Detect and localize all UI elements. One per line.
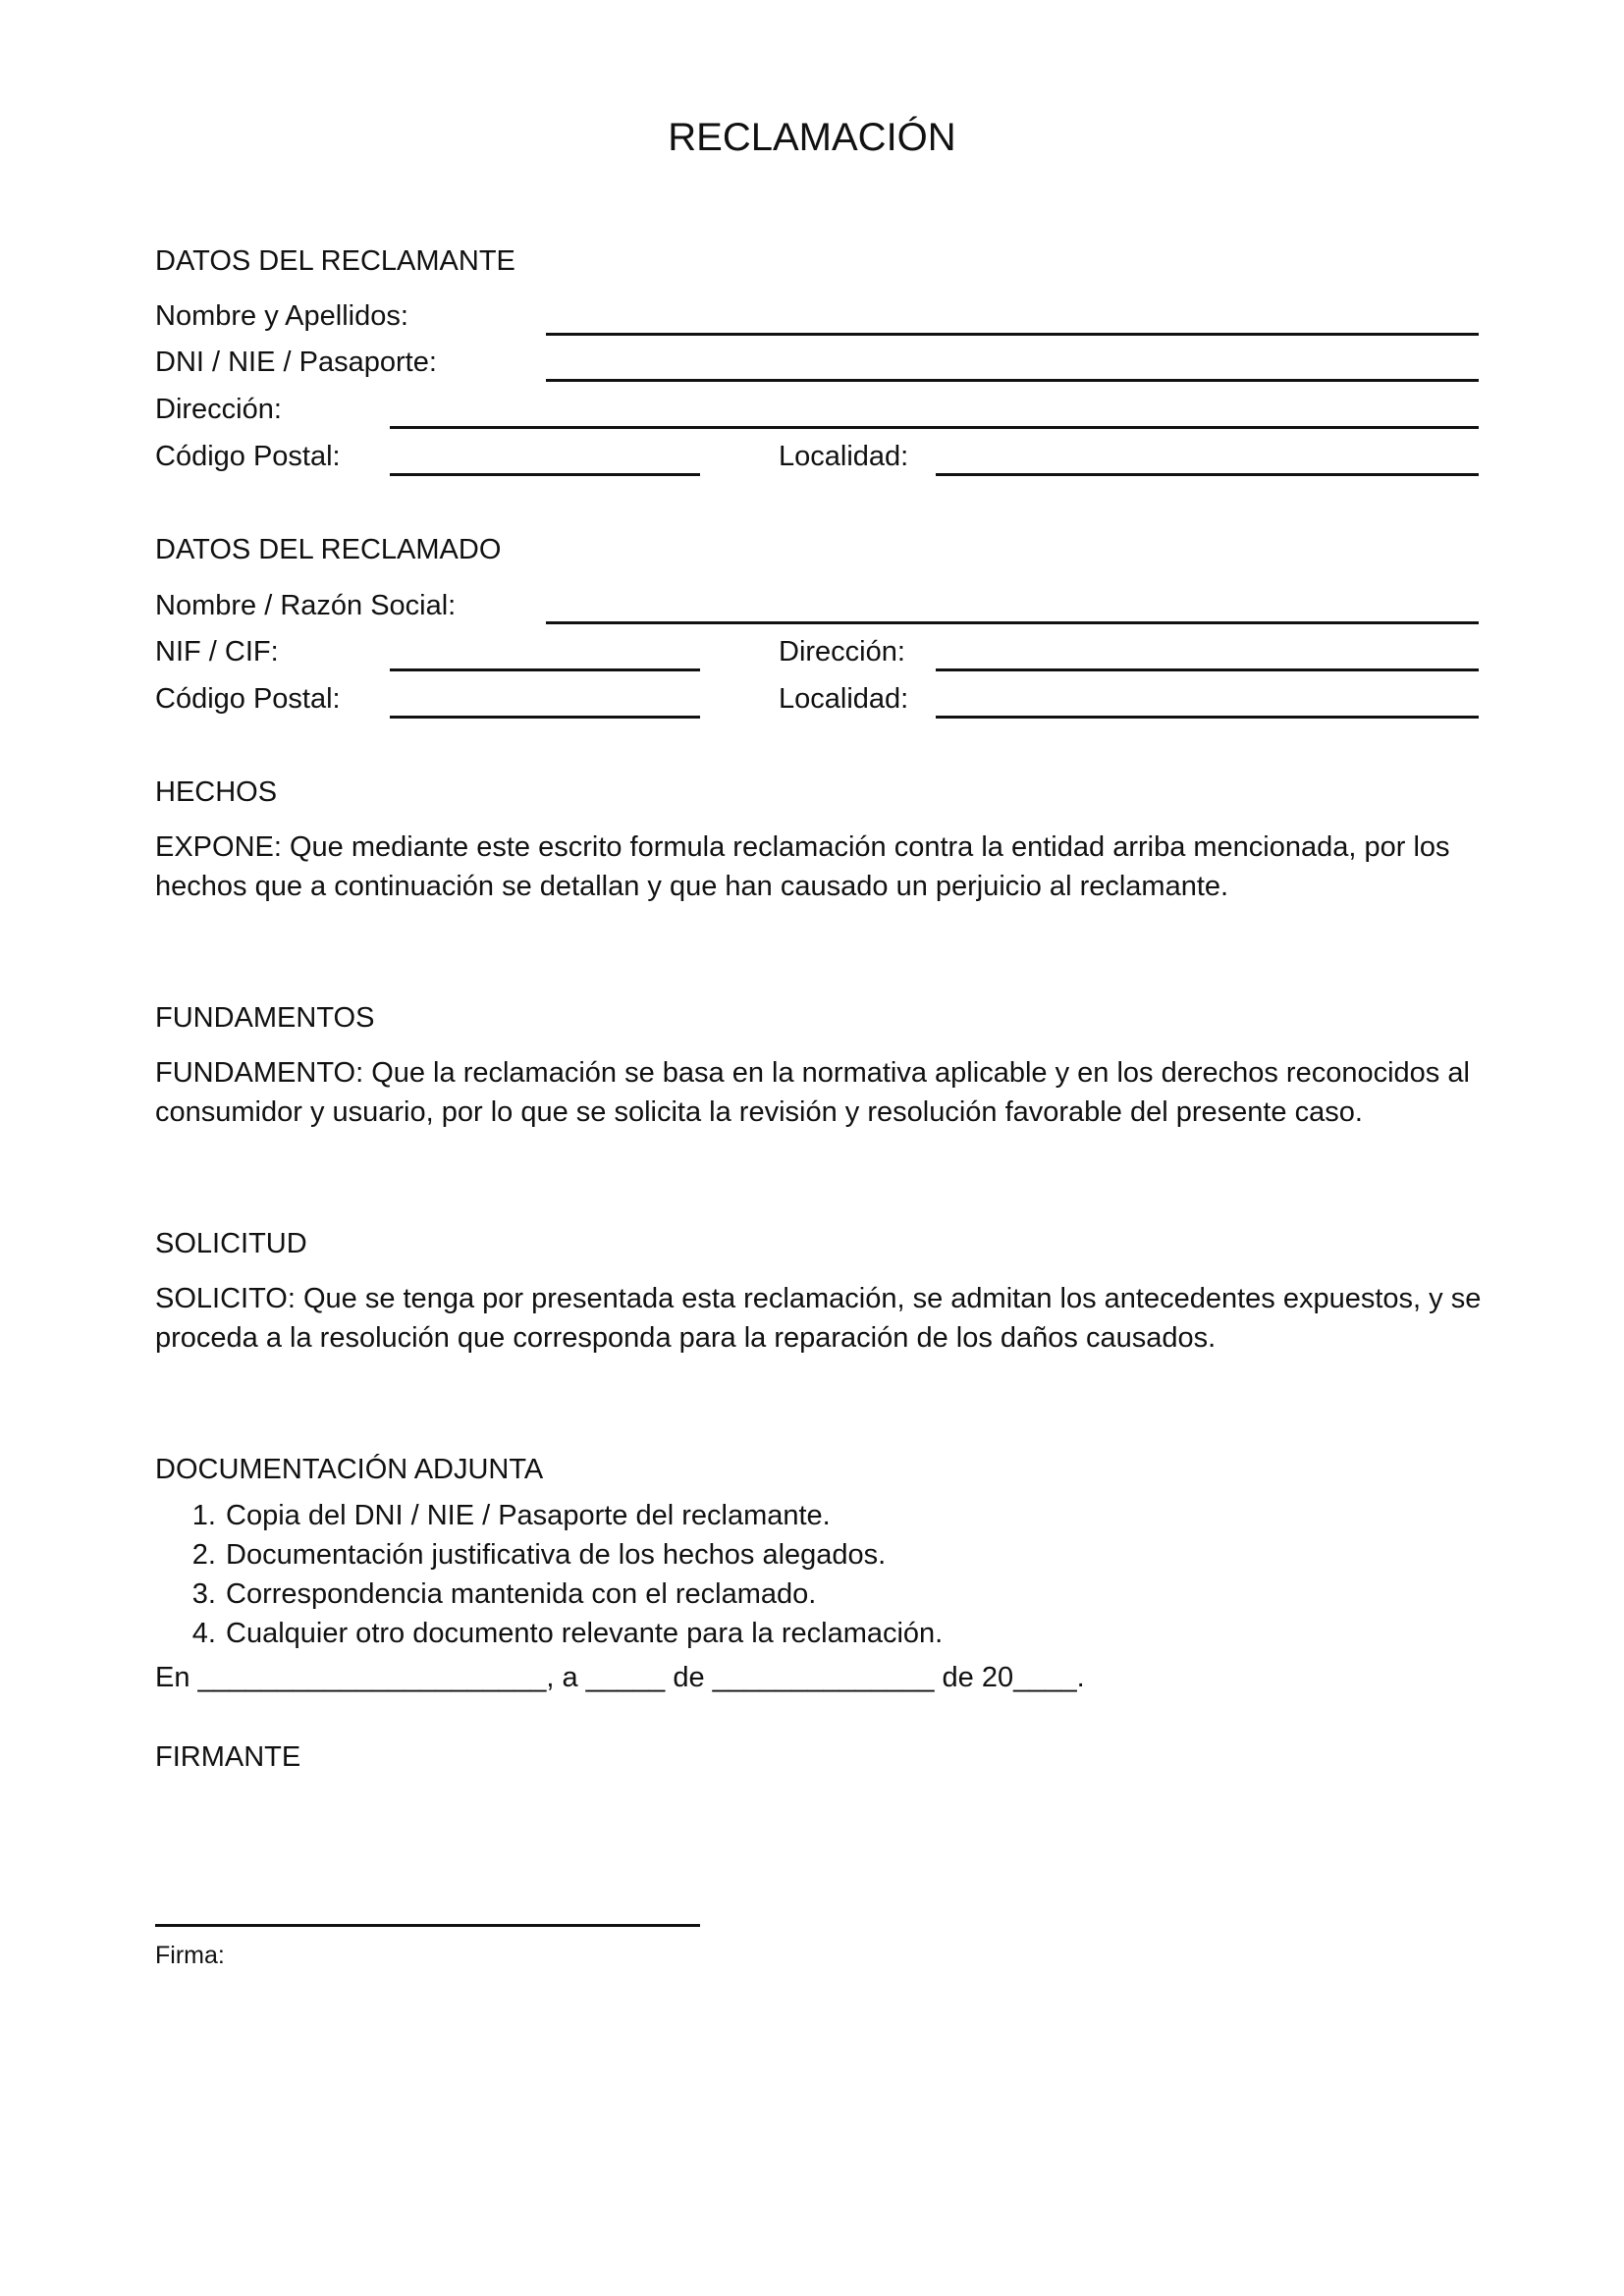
facts-paragraph: EXPONE: Que mediante este escrito formula reclamación contra la entidad arriba mencionada, por los hechos que a continuación se detallan y que han causado un perjuicio al reclamante. xyxy=(155,831,1450,902)
claimant-name-field[interactable] xyxy=(546,333,1479,336)
respondent-city-label: Localidad: xyxy=(779,683,909,715)
signature-label: Firma: xyxy=(155,1942,225,1969)
respondent-address-field[interactable] xyxy=(936,668,1479,671)
attachments-list xyxy=(155,1496,943,1653)
claimant-postal-label: Código Postal: xyxy=(155,441,341,472)
claimant-city-field[interactable] xyxy=(936,473,1479,476)
grounds-section-heading: FUNDAMENTOS xyxy=(155,1002,375,1034)
respondent-nif-field[interactable] xyxy=(390,668,700,671)
respondent-postal-field[interactable] xyxy=(390,716,700,719)
list-item: 3. Correspondencia mantenida con el reclamado. xyxy=(224,1575,943,1614)
respondent-section-heading: DATOS DEL RECLAMADO xyxy=(155,534,502,565)
signer-section-heading: FIRMANTE xyxy=(155,1741,301,1773)
claimant-section-heading: DATOS DEL RECLAMANTE xyxy=(155,245,515,277)
request-paragraph: SOLICITO: Que se tenga por presentada esta reclamación, se admitan los antecedentes expuestos, y se proceda a la resolución que corresponda para la reparación de los daños causados. xyxy=(155,1283,1482,1354)
facts-section-heading: HECHOS xyxy=(155,776,278,808)
attachments-section-heading: DOCUMENTACIÓN ADJUNTA xyxy=(155,1454,544,1485)
grounds-paragraph: FUNDAMENTO: Que la reclamación se basa en la normativa aplicable y en los derechos reconocidos al consumidor y usuario, por lo que se solicita la revisión y resolución favorable del presente caso. xyxy=(155,1057,1470,1128)
list-item: 4. Cualquier otro documento relevante para la reclamación. xyxy=(224,1614,943,1653)
claimant-postal-field[interactable] xyxy=(390,473,700,476)
respondent-nif-label: NIF / CIF: xyxy=(155,636,279,667)
claimant-id-field[interactable] xyxy=(546,379,1479,382)
respondent-name-field[interactable] xyxy=(546,621,1479,624)
claimant-name-label: Nombre y Apellidos: xyxy=(155,300,408,332)
respondent-address-label: Dirección: xyxy=(779,636,905,667)
respondent-postal-label: Código Postal: xyxy=(155,683,341,715)
request-section-heading: SOLICITUD xyxy=(155,1228,307,1259)
claimant-address-label: Dirección: xyxy=(155,394,282,425)
claimant-city-label: Localidad: xyxy=(779,441,909,472)
document-title: RECLAMACIÓN xyxy=(668,116,956,159)
list-item: 2. Documentación justificativa de los hechos alegados. xyxy=(224,1535,943,1575)
respondent-city-field[interactable] xyxy=(936,716,1479,719)
signature-field[interactable] xyxy=(155,1924,700,1927)
claimant-address-field[interactable] xyxy=(390,426,1479,429)
list-item: 1. Copia del DNI / NIE / Pasaporte del reclamante. xyxy=(224,1496,943,1535)
claimant-id-label: DNI / NIE / Pasaporte: xyxy=(155,347,437,378)
place-date-line: En ______________________, a _____ de ______________ de 20____. xyxy=(155,1662,1085,1693)
respondent-name-label: Nombre / Razón Social: xyxy=(155,590,457,621)
